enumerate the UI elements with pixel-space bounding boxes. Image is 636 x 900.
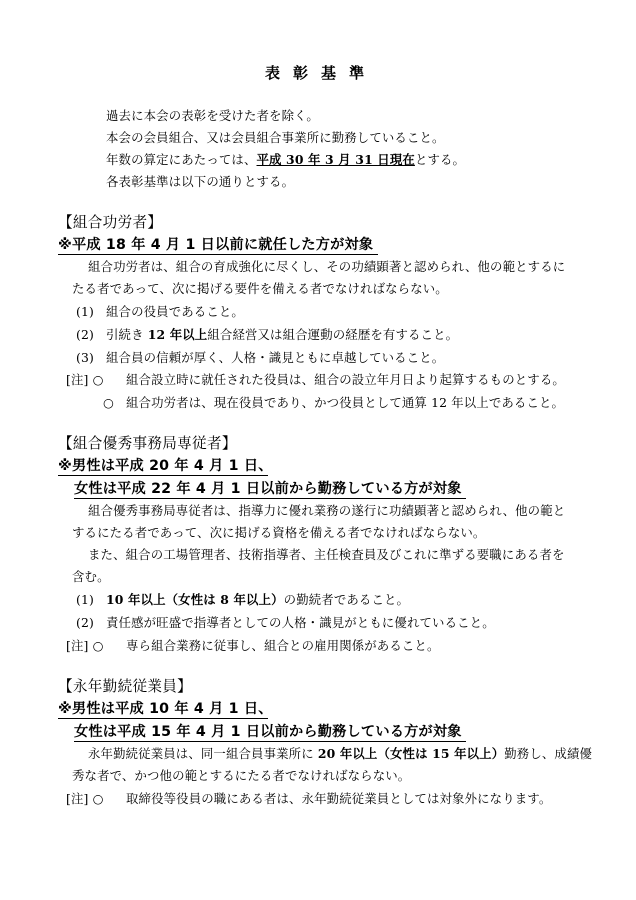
page-title: 表彰基準 <box>265 64 378 82</box>
note-text: 専ら組合業務に従事し、組合との雇用関係があること。 <box>126 638 440 653</box>
list-item-number: (3) <box>76 350 95 365</box>
section-body-line: また、組合の工場管理者、技術指導者、主任検査員及びこれに準ずる要職にある者を <box>88 547 565 562</box>
target-underline <box>58 718 268 719</box>
list-item-text: 組合の役員であること。 <box>106 304 244 319</box>
section-heading-jimukyoku: 【組合優秀事務局専従者】 <box>58 435 237 452</box>
section-target-eisen: ※男性は平成 10 年 4 月 1 日、 <box>58 701 273 717</box>
list-item-text-bold: 12 年以上 <box>147 327 208 342</box>
list-item-text <box>106 592 409 608</box>
note-text: 取締役等役員の職にある者は、永年勤続従業員としては対象外になります。 <box>126 791 552 806</box>
section-body-post: 勤務し、成績優 <box>504 746 593 761</box>
note-mark: ○ <box>103 395 114 410</box>
list-item-text-pre: 引続き <box>106 327 148 342</box>
section-target-jimukyoku-2: 女性は平成 22 年 4 月 1 日以前から勤務している方が対象 <box>74 481 462 497</box>
general-line-4: 各表彰基準は以下の通りとする。 <box>106 174 295 189</box>
list-item-number: (1) <box>76 304 95 319</box>
note-label: [注] ○ <box>66 638 104 653</box>
section-body-bold: 20 年以上（女性は 15 年以上） <box>317 746 505 761</box>
section-target-eisen-2: 女性は平成 15 年 4 月 1 日以前から勤務している方が対象 <box>74 724 462 740</box>
note-text: 組合功労者は、現在役員であり、かつ役員として通算 12 年以上であること。 <box>126 395 565 410</box>
section-heading-eisen: 【永年勤続従業員】 <box>58 678 193 695</box>
list-item-text <box>106 327 458 343</box>
list-item-number: (2) <box>76 615 95 630</box>
list-item-number: (1) <box>76 592 95 607</box>
general-line-3-pre: 年数の算定にあたっては、 <box>106 152 257 167</box>
section-body-line: 組合優秀事務局専従者は、指導力に優れ業務の遂行に功績顕著と認められ、他の範と <box>88 503 566 518</box>
section-target-jimukyoku: ※男性は平成 20 年 4 月 1 日、 <box>58 458 273 474</box>
target-underline <box>74 498 466 499</box>
general-line-2: 本会の会員組合、又は会員組合事業所に勤務していること。 <box>106 130 445 145</box>
target-underline <box>58 254 378 255</box>
list-item-text-post: の勤続者であること。 <box>283 592 410 607</box>
target-underline <box>74 741 466 742</box>
list-item-text: 責任感が旺盛で指導者としての人格・識見がともに優れていること。 <box>106 615 495 630</box>
reference-date: 平成 30 年 3 月 31 日現在 <box>256 152 415 167</box>
section-body-line: たる者であって、次に掲げる要件を備える者でなければならない。 <box>72 281 448 296</box>
note-text: 組合設立時に就任された役員は、組合の設立年月日より起算するものとする。 <box>126 372 565 387</box>
section-body-line: するにたる者であって、次に掲げる資格を備える者でなければならない。 <box>72 525 486 540</box>
section-body-line <box>88 746 592 762</box>
note-label: [注] ○ <box>66 372 104 387</box>
general-line-3 <box>106 152 465 168</box>
list-item-text: 組合員の信頼が厚く、人格・識見ともに卓越していること。 <box>106 350 445 365</box>
section-body-pre: 永年勤続従業員は、同一組合員事業所に <box>88 746 318 761</box>
general-line-1: 過去に本会の表彰を受けた者を除く。 <box>106 108 319 123</box>
note-label: [注] ○ <box>66 791 104 806</box>
section-heading-kourousha: 【組合功労者】 <box>58 214 163 231</box>
section-body-line: 組合功労者は、組合の育成強化に尽くし、その功績顕著と認められ、他の範とするに <box>88 259 566 274</box>
section-target-kourousha: ※平成 18 年 4 月 1 日以前に就任した方が対象 <box>58 237 374 253</box>
section-body-line: 秀な者で、かつ他の範とするにたる者でなければならない。 <box>72 768 411 783</box>
target-underline <box>58 475 268 476</box>
list-item-text-post: 組合経営又は組合運動の経歴を有すること。 <box>207 327 459 342</box>
section-body-line: 含む。 <box>72 569 110 584</box>
general-line-3-post: とする。 <box>414 152 466 167</box>
list-item-number: (2) <box>76 327 95 342</box>
list-item-text-bold: 10 年以上（女性は 8 年以上） <box>106 592 284 607</box>
